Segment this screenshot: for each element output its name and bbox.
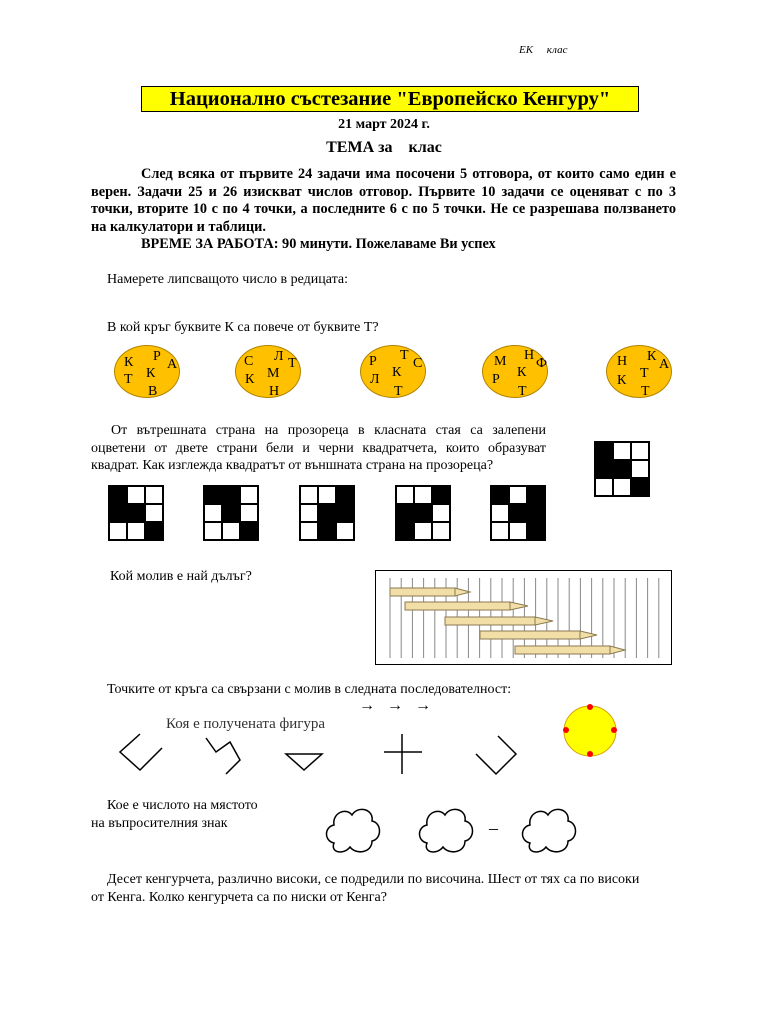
black-cell	[127, 504, 145, 522]
letter-circle-4	[482, 345, 548, 398]
question-5: Точките от кръга са свързани с молив в следната последователност:	[107, 682, 512, 697]
white-cell	[613, 442, 631, 460]
letter: Т	[640, 366, 649, 381]
letter: К	[647, 349, 657, 364]
white-cell	[300, 522, 318, 540]
letter: Т	[394, 384, 403, 399]
white-cell	[336, 522, 354, 540]
black-cell	[595, 442, 613, 460]
white-cell	[109, 522, 127, 540]
white-cell	[595, 478, 613, 496]
white-cell	[631, 442, 649, 460]
letter-circle-2	[235, 345, 301, 398]
white-cell	[491, 522, 509, 540]
letter: М	[267, 366, 280, 381]
letter: В	[148, 384, 158, 399]
white-cell	[145, 504, 163, 522]
shape-option-e	[476, 736, 516, 774]
cloud-3	[518, 801, 580, 857]
white-cell	[127, 522, 145, 540]
subtitle: ТЕМА за клас	[326, 139, 442, 156]
black-cell	[527, 504, 545, 522]
letter: Н	[269, 384, 280, 399]
white-cell	[414, 486, 432, 504]
letter: Р	[153, 349, 161, 364]
minus-operator: –	[489, 818, 498, 838]
black-cell	[109, 504, 127, 522]
sequence-arrows: → → →	[359, 697, 435, 714]
black-cell	[414, 504, 432, 522]
question-1: Намерете липсващото число в редицата:	[107, 272, 349, 287]
question-4: Кой молив е най дълъг?	[110, 569, 252, 584]
answer-option-e[interactable]	[490, 485, 546, 541]
letter: Ф	[536, 356, 548, 371]
question-7: Десет кенгурчета, различно високи, се подредили по височина. Шест от тях са по високи от Кенга. Колко кенгурчета са по ниски от Кенга?	[91, 872, 640, 905]
pencil-2	[405, 602, 528, 610]
white-cell	[127, 486, 145, 504]
letter: Т	[518, 384, 527, 399]
letter: Н	[524, 348, 535, 363]
white-cell	[613, 478, 631, 496]
letter-circle-1	[114, 345, 180, 398]
pencils-figure	[375, 570, 672, 665]
page-title: Национално състезание "Европейско Кенгуру"	[141, 86, 639, 112]
question-6-line-2: на въпросителния знак	[91, 816, 228, 831]
letter: Л	[370, 372, 380, 387]
cloud-1	[322, 801, 384, 857]
window-square-reference	[594, 441, 650, 497]
black-cell	[631, 478, 649, 496]
dot-left	[563, 727, 569, 733]
answer-option-b[interactable]	[203, 485, 259, 541]
white-cell	[145, 486, 163, 504]
dot-right	[611, 727, 617, 733]
question-6-line-1: Кое е числото на мястото	[107, 798, 258, 813]
black-cell	[527, 522, 545, 540]
white-cell	[240, 504, 258, 522]
letter: Т	[641, 384, 650, 399]
letter: С	[244, 354, 254, 369]
letter: А	[659, 357, 670, 372]
black-cell	[204, 486, 222, 504]
pencil-4	[480, 631, 597, 639]
question-2: В кой кръг буквите К са повече от буквите Т?	[107, 320, 379, 335]
white-cell	[432, 522, 450, 540]
cloud-2	[415, 801, 477, 857]
dot-top	[587, 704, 593, 710]
question-3: От вътрешната страна на прозореца в класната стая са залепени оцветени от двете страни бели и черни квадратчета, които образуват квадрат. Как изглежда квадратът от външната страна на прозореца?	[91, 423, 546, 473]
pencil-3	[445, 617, 553, 625]
black-cell	[336, 504, 354, 522]
letter: К	[146, 366, 156, 381]
white-cell	[204, 522, 222, 540]
black-cell	[491, 486, 509, 504]
pencil-5	[515, 646, 625, 654]
black-cell	[396, 522, 414, 540]
dots-circle	[560, 703, 620, 759]
letter: К	[617, 373, 627, 388]
class-header: ЕК клас	[519, 44, 568, 56]
white-cell	[432, 504, 450, 522]
pencil-1	[390, 588, 470, 596]
white-cell	[204, 504, 222, 522]
date: 21 март 2024 г.	[338, 117, 430, 132]
letter: А	[167, 357, 178, 372]
answer-option-d[interactable]	[395, 485, 451, 541]
letter-circle-3	[360, 345, 426, 398]
figure-options	[110, 730, 530, 780]
black-cell	[240, 522, 258, 540]
white-cell	[396, 486, 414, 504]
letter-circle-5	[606, 345, 672, 398]
white-cell	[491, 504, 509, 522]
black-cell	[336, 486, 354, 504]
answer-option-c[interactable]	[299, 485, 355, 541]
letter: М	[494, 354, 507, 369]
black-cell	[396, 504, 414, 522]
black-cell	[509, 504, 527, 522]
black-cell	[318, 522, 336, 540]
black-cell	[145, 522, 163, 540]
black-cell	[527, 486, 545, 504]
letter: Т	[288, 356, 297, 371]
white-cell	[509, 486, 527, 504]
dot-bottom	[587, 751, 593, 757]
letter: К	[124, 355, 134, 370]
letter: Т	[124, 372, 133, 387]
black-cell	[613, 460, 631, 478]
black-cell	[109, 486, 127, 504]
shape-option-b	[206, 738, 240, 774]
letter: Р	[492, 372, 500, 387]
black-cell	[432, 486, 450, 504]
black-cell	[318, 504, 336, 522]
letter: К	[392, 365, 402, 380]
letter: К	[517, 365, 527, 380]
white-cell	[240, 486, 258, 504]
letter: Л	[274, 349, 284, 364]
letter: Р	[369, 354, 377, 369]
letter: К	[245, 372, 255, 387]
instructions	[91, 166, 676, 254]
white-cell	[300, 486, 318, 504]
white-cell	[631, 460, 649, 478]
white-cell	[300, 504, 318, 522]
letter: Н	[617, 354, 628, 369]
shape-option-c	[286, 754, 322, 770]
white-cell	[318, 486, 336, 504]
white-cell	[222, 522, 240, 540]
white-cell	[509, 522, 527, 540]
black-cell	[595, 460, 613, 478]
answer-option-a[interactable]	[108, 485, 164, 541]
black-cell	[222, 486, 240, 504]
letter: Т	[400, 348, 409, 363]
black-cell	[222, 504, 240, 522]
question-5-prompt: Коя е получената фигура	[166, 716, 326, 732]
letter: С	[413, 356, 423, 371]
instructions-paragraph: След всяка от първите 24 задачи има посочени 5 отговора, от които само един е верен. Задачи 25 и 26 изискват числов отговор. Първите 10 задачи се оценяват с по 3 точки, вторите 10 с по 4 точки, а последните 6 с по 5 точки. Не се разрешава ползването на калкулатори и таблици.	[91, 166, 676, 235]
shape-option-a	[120, 734, 162, 770]
white-cell	[414, 522, 432, 540]
work-time: ВРЕМЕ ЗА РАБОТА: 90 минути. Пожелаваме Ви успех	[141, 236, 496, 252]
